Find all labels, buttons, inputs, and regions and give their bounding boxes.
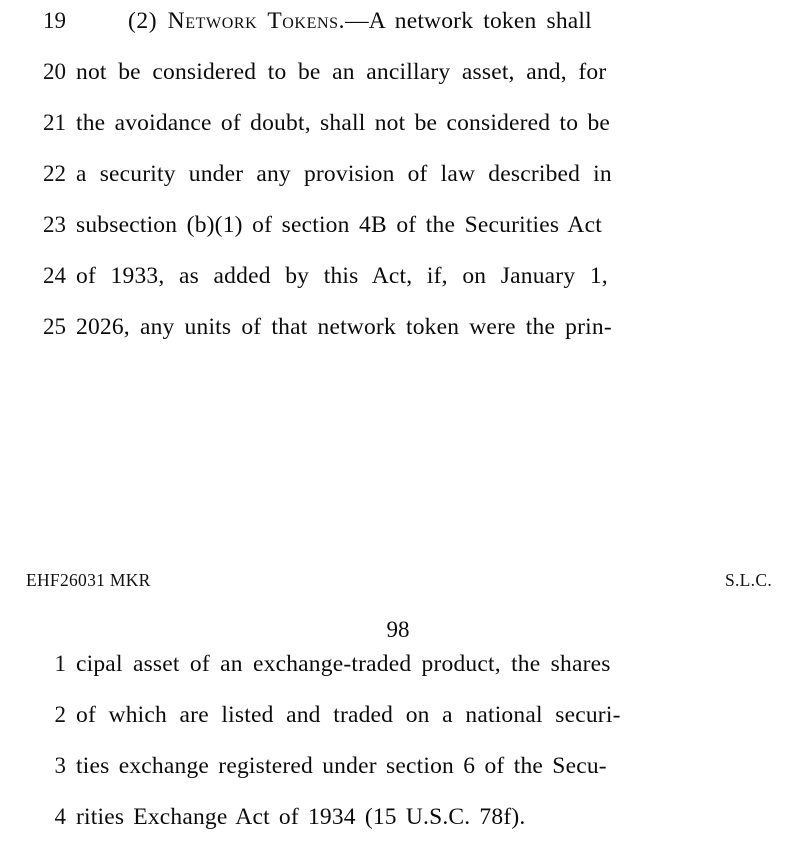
line-content-rest: —A network token shall <box>345 8 592 34</box>
section-heading: (2) Network Tokens. <box>128 8 346 34</box>
line-content <box>76 8 796 35</box>
line-content: subsection (b)(1) of section 4B of the Securities Act <box>76 212 602 238</box>
bottom-text-block <box>0 651 796 855</box>
text-line <box>0 59 796 110</box>
page-footer <box>0 570 796 591</box>
line-number: 3 <box>54 753 66 778</box>
text-line <box>0 263 796 314</box>
line-number: 25 <box>43 314 66 339</box>
line-number: 1 <box>54 651 66 676</box>
line-content: 2026, any units of that network token were the prin- <box>76 314 612 340</box>
page-break-gap <box>0 365 796 570</box>
line-content: of which are listed and traded on a national securi- <box>76 702 621 728</box>
line-number: 19 <box>43 8 66 33</box>
text-line <box>0 804 796 855</box>
text-line <box>0 314 796 365</box>
line-number: 22 <box>43 161 66 186</box>
line-number: 21 <box>43 110 66 135</box>
footer-classification: S.L.C. <box>724 570 772 590</box>
line-number: 2 <box>54 702 66 727</box>
line-content: rities Exchange Act of 1934 (15 U.S.C. 78f). <box>76 804 526 830</box>
text-line <box>0 8 796 59</box>
line-number: 4 <box>54 804 66 829</box>
line-number: 24 <box>43 263 66 288</box>
text-line <box>0 161 796 212</box>
line-content: a security under any provision of law described in <box>76 161 612 187</box>
line-number: 20 <box>43 59 66 84</box>
footer-document-id: EHF26031 MKR <box>26 570 151 590</box>
line-content: cipal asset of an exchange-traded product, the shares <box>76 651 611 677</box>
line-number: 23 <box>43 212 66 237</box>
text-line <box>0 110 796 161</box>
top-text-block <box>0 0 796 365</box>
line-content: ties exchange registered under section 6 of the Secu- <box>76 753 607 779</box>
page-number: 98 <box>386 617 410 642</box>
text-line <box>0 651 796 702</box>
text-line <box>0 702 796 753</box>
text-line <box>0 753 796 804</box>
line-content: not be considered to be an ancillary asset, and, for <box>76 59 607 85</box>
line-content: the avoidance of doubt, shall not be considered to be <box>76 110 611 136</box>
text-line <box>0 212 796 263</box>
line-content: of 1933, as added by this Act, if, on January 1, <box>76 263 608 289</box>
